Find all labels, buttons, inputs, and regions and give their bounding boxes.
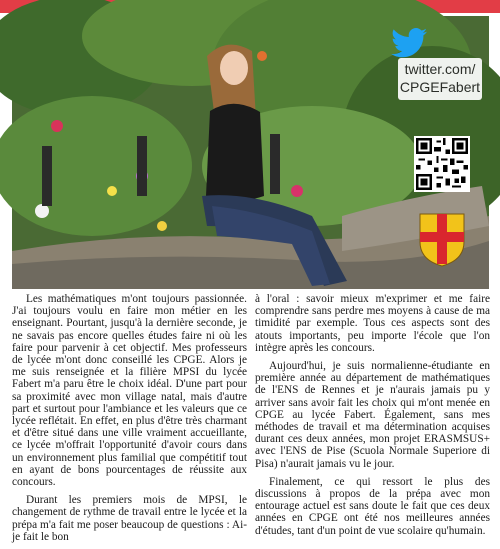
- article-body: [0, 293, 500, 543]
- article-paragraph: Aujourd'hui, je suis normalienne-étudiante en première année au département de mathématiques de l'ENS de Rennes et je n'aurais jamais pu y arriver sans avoir fait les choix qui m'ont menée en CPGE au lycée Fabert. Également, sans mes méthodes de travail et ma détermination acquises durant ces deux années, mon projet ERASMSUS+ avec l'ENS de Pise (Scuola Normale Superiore di Pisa) n'aurait jamais vu le jour.: [255, 360, 490, 470]
- article-paragraph: Les mathématiques m'ont toujours passionnée. J'ai toujours voulu en faire mon métier en les enseignant. Pourtant, jusqu'à la dernière seconde, je ne savais pas encore quelles études faire ni où les faire pour parvenir à cet objectif. Mes professeurs de lycée m'ont donc conseillé les CPGE. Alors je me suis renseignée et la filière MPSI du lycée Fabert m'a paru être le choix idéal. D'une part pour sa proximité avec mon village natal, mais d'autre part et surtout pour l'ambiance et les valeurs que ce lycée reflétait. En effet, en plus d'être très charmant et d'être situé dans une ville vraiment accueillante, ce lycée m'offrait l'opportunité d'avoir cours dans un environnement plus familial que compétitif tout en ayant de bons pourcentages de réussite aux concours.: [12, 293, 247, 489]
- article-paragraph: Durant les premiers mois de MPSI, le changement de rythme de travail entre le lycée et la prépa m'a fait me poser beaucoup de questions : Ai-je fait le bon: [12, 494, 247, 543]
- qr-code[interactable]: [414, 136, 470, 192]
- article-paragraph: Finalement, ce qui ressort le plus des discussions à propos de la prépa avec mon entourage actuel est sans doute le fait que ces deux années en CPGE ont été nos meilleures années d'études, tant d'un point de vue scolaire qu'humain.: [255, 475, 490, 537]
- twitter-handle-box[interactable]: [398, 58, 482, 100]
- twitter-url-line1: twitter.com/: [404, 61, 476, 77]
- twitter-bird-icon: [390, 28, 428, 58]
- article-column-left: [12, 293, 247, 549]
- school-crest: [418, 212, 466, 268]
- twitter-url-line2: CPGEFabert: [399, 79, 481, 95]
- article-column-right: [255, 293, 490, 543]
- article-paragraph: à l'oral : savoir mieux m'exprimer et me faire comprendre sans perdre mes moyens à cause de ma timidité par exemple. Tous ces aspects sont des atouts importants, peu importe l'école que l'on intègre après les concours.: [255, 293, 490, 354]
